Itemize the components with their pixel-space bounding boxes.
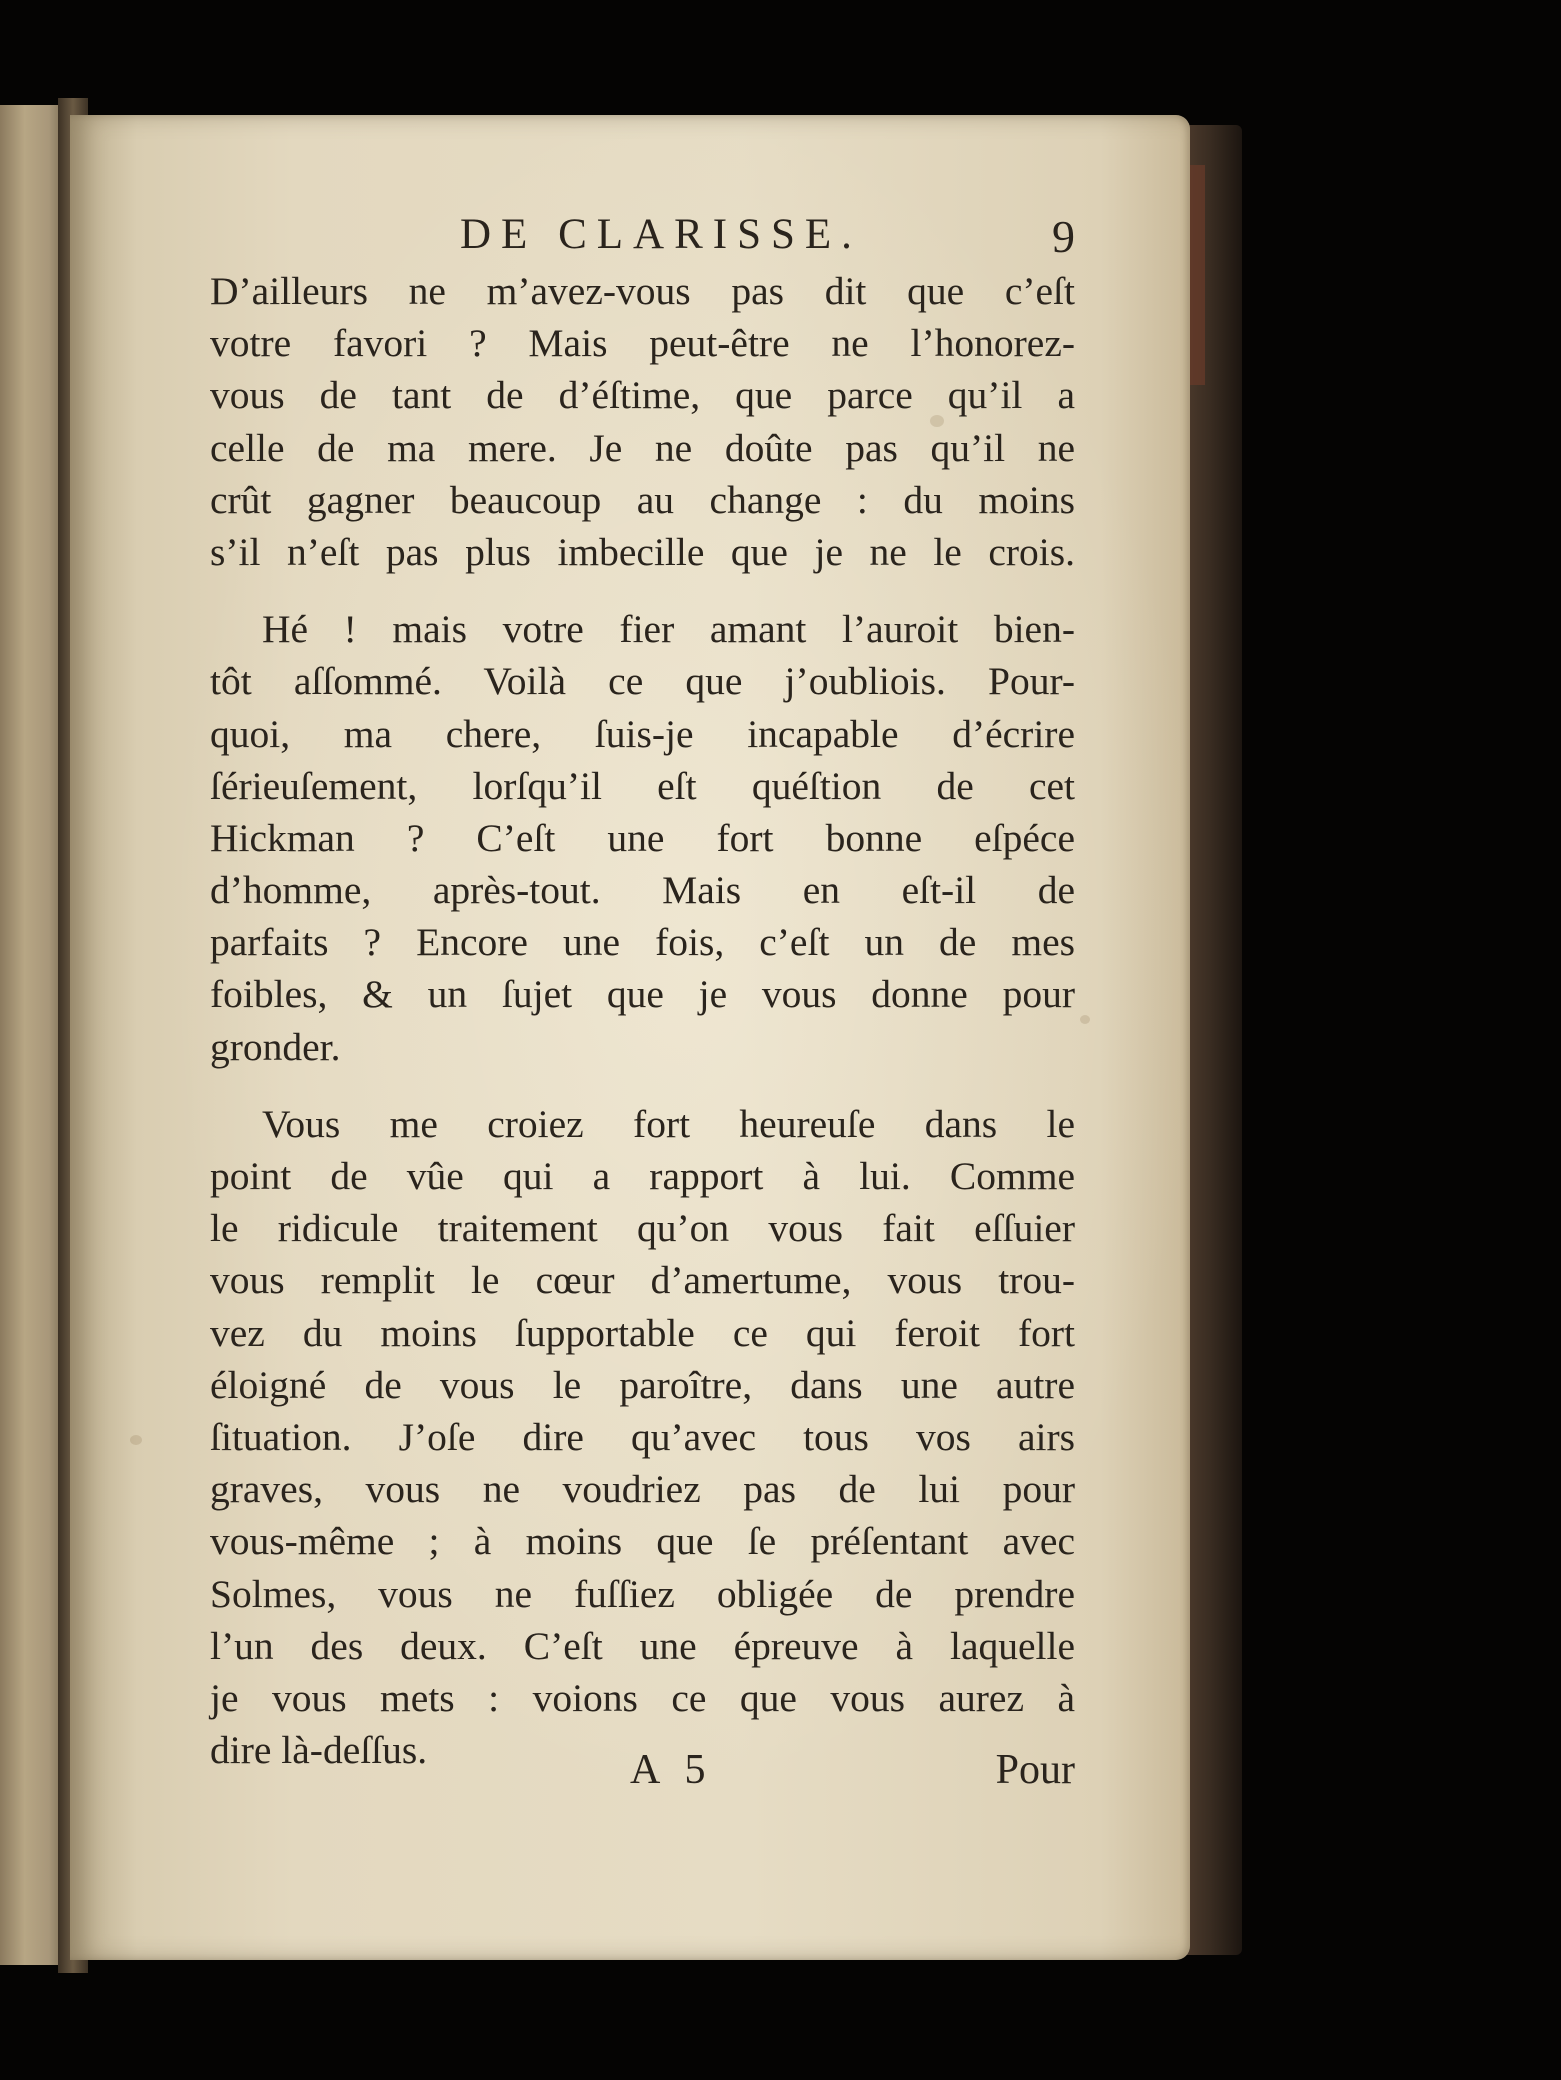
foxing-spot — [1080, 1015, 1090, 1024]
text-line: ſérieuſement, lorſqu’il eſt quéſtion de cet — [210, 763, 1075, 808]
text-line: Solmes, vous ne fuſſiez obligée de prendre — [210, 1571, 1075, 1616]
page-footer — [210, 1740, 1075, 1800]
text-line: vous-même ; à moins que ſe préſentant avec — [210, 1519, 1075, 1564]
text-line: parfaits ? Encore une fois, c’eſt un de mes — [210, 920, 1075, 965]
text-line: d’homme, après-tout. Mais en eſt-il de — [210, 868, 1075, 913]
text-line: le ridicule traitement qu’on vous fait eſſuier — [210, 1206, 1075, 1251]
page-number: 9 — [1052, 211, 1075, 262]
text-line: gronder. — [210, 1024, 341, 1069]
book-page — [70, 115, 1190, 1960]
text-line: D’ailleurs ne m’avez-vous pas dit que c’eſt — [210, 269, 1075, 313]
text-line: je vous mets : voions ce que vous aurez à — [210, 1675, 1075, 1720]
text-line: votre favori ? Mais peut-être ne l’honorez- — [210, 321, 1075, 366]
paragraph-gap — [210, 1073, 1075, 1098]
body-text — [210, 265, 1075, 1776]
running-title: DE CLARISSE. — [460, 211, 862, 258]
running-head — [210, 205, 1075, 265]
text-line: ſituation. J’oſe dire qu’avec tous vos airs — [210, 1414, 1075, 1459]
text-line: tôt aſſommé. Voilà ce que j’oubliois. Pour- — [210, 659, 1075, 704]
text-line: vez du moins ſupportable ce qui feroit fort — [210, 1310, 1075, 1355]
text-line: dire là-deſſus. — [210, 1728, 428, 1773]
text-line: éloigné de vous le paroître, dans une autre — [210, 1362, 1075, 1407]
text-line: point de vûe qui a rapport à lui. Comme — [210, 1154, 1075, 1198]
text-line: quoi, ma chere, ſuis-je incapable d’écrire — [210, 711, 1075, 756]
text-line: graves, vous ne voudriez pas de lui pour — [210, 1467, 1075, 1512]
text-line: foibles, & un ſujet que je vous donne pour — [210, 972, 1075, 1017]
text-line: s’il n’eſt pas plus imbecille que je ne le crois. — [210, 529, 1075, 574]
text-line: Hé ! mais votre fier amant l’auroit bien- — [262, 607, 1075, 652]
text-line: crût gagner beaucoup au change : du moins — [210, 477, 1075, 522]
text-line: vous remplit le cœur d’amertume, vous trou- — [210, 1258, 1075, 1303]
text-line: celle de ma mere. Je ne doûte pas qu’il ne — [210, 425, 1075, 470]
text-line: vous de tant de d’éſtime, que parce qu’il a — [210, 373, 1075, 418]
catchword: Pour — [995, 1747, 1075, 1793]
signature-mark: A 5 — [630, 1747, 714, 1793]
paragraph-gap — [210, 578, 1075, 603]
text-line: Vous me croiez fort heureuſe dans le — [262, 1101, 1075, 1146]
text-line: Hickman ? C’eſt une fort bonne eſpéce — [210, 815, 1075, 860]
text-line: l’un des deux. C’eſt une épreuve à laquelle — [210, 1623, 1075, 1668]
foxing-spot — [130, 1435, 142, 1445]
